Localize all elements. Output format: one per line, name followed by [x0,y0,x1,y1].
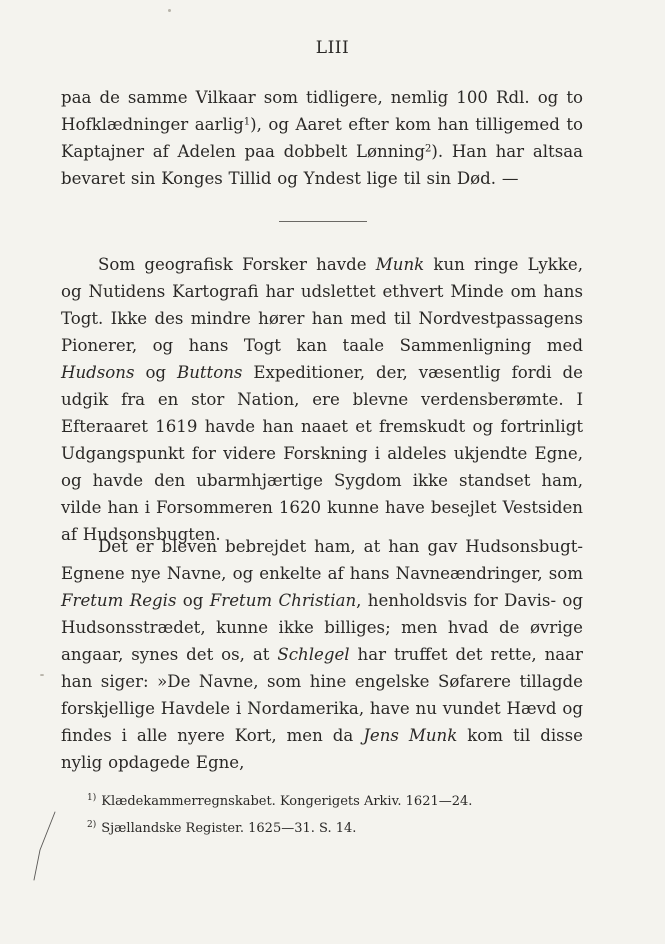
footnote-1-paren: ) [92,792,97,803]
pencil-mark [28,810,58,882]
paragraph-3 [61,533,583,776]
name-jens-munk: Jens Munk [363,726,458,745]
paragraph-1-text-a: paa de samme Vilkaar som tidligere, nemlig 100 Rdl. og to Hofklædninger aarlig [61,88,583,134]
paragraph-2-text-d: Expeditioner, der, væsentlig fordi de udgik fra en stor Nation, ere blevne verdensberømte. I Efteraaret 1619 havde han naaet et fremskudt og fortrinligt Udgangspunkt for videre Forskning i aldeles ukjendte Egne, og havde den ubarmhjærtige Sygdom ikke standset ham, vilde han i Forsommeren 1620 kunne have besejlet Vestsiden af Hudsonsbugten. [61,363,583,544]
paragraph-3-text-a: Det er bleven bebrejdet ham, at han gav Hudsonsbugt-Egnene nye Navne, og enkelte af hans Navneændringer, som [61,537,583,583]
footnote-1 [87,788,587,815]
footnote-1-mark [87,793,96,803]
paragraph-2-text-b: kun ringe Lykke, og Nutidens Kartografi har udslettet ethvert Minde om hans Togt. Ikke des mindre hører han med til Nordvestpassagens Pionerer, og hans Togt kan taale Sammenligning med [61,255,583,355]
paragraph-2-text-a: Som geografisk Forsker havde [98,255,376,274]
paragraph-3-text-b: og [176,591,210,610]
footnote-2-number: 2 [87,819,93,830]
paragraph-2-text-c: og [134,363,177,382]
name-hudsons: Hudsons [61,363,135,382]
paragraph-1 [61,84,583,192]
footnote-ref-1: 1 [243,116,251,128]
paragraph-3-text-e: kom til disse nylig opdagede Egne, [61,726,584,772]
paragraph-3-text-d: har truffet det rette, naar han siger: »De Navne, som hine engelske Søfarere tillagde forskjellige Havdele i Nordamerika, have nu vundet Hævd og findes i alle nyere Kort, men da [61,645,583,745]
paragraph-2 [61,251,583,548]
footnotes [87,788,587,842]
name-schlegel: Schlegel [277,645,350,664]
footnote-2-text: Sjællandske Register. 1625—31. S. 14. [101,821,357,836]
footnote-2-mark [87,820,96,830]
speck-top [168,9,171,12]
name-fretum-regis: Fretum Regis [61,591,177,610]
name-fretum-christian: Fretum Christian [209,591,357,610]
footnote-ref-2: 2 [424,143,432,155]
paragraph-1-text-b: ), og Aaret efter kom han tilligemed to Kaptajner af Adelen paa dobbelt Lønning [61,115,583,161]
speck-margin [40,674,44,676]
name-munk: Munk [375,255,425,274]
footnote-2 [87,815,587,842]
section-divider [279,221,367,222]
footnote-1-text: Klædekammerregnskabet. Kongerigets Arkiv. 1621—24. [101,794,473,809]
footnote-1-number: 1 [87,792,93,803]
paragraph-1-text-c: ). Han har altsaa bevaret sin Konges Tillid og Yndest lige til sin Død. — [61,142,583,188]
paragraph-3-text-c: , henholdsvis for Davis- og Hudsonsstrædet, kunne ikke billiges; men hvad de øvrige angaar, synes det os, at [61,591,584,664]
footnote-2-paren: ) [92,819,97,830]
name-buttons: Buttons [177,363,243,382]
page-number: LIII [315,38,350,58]
